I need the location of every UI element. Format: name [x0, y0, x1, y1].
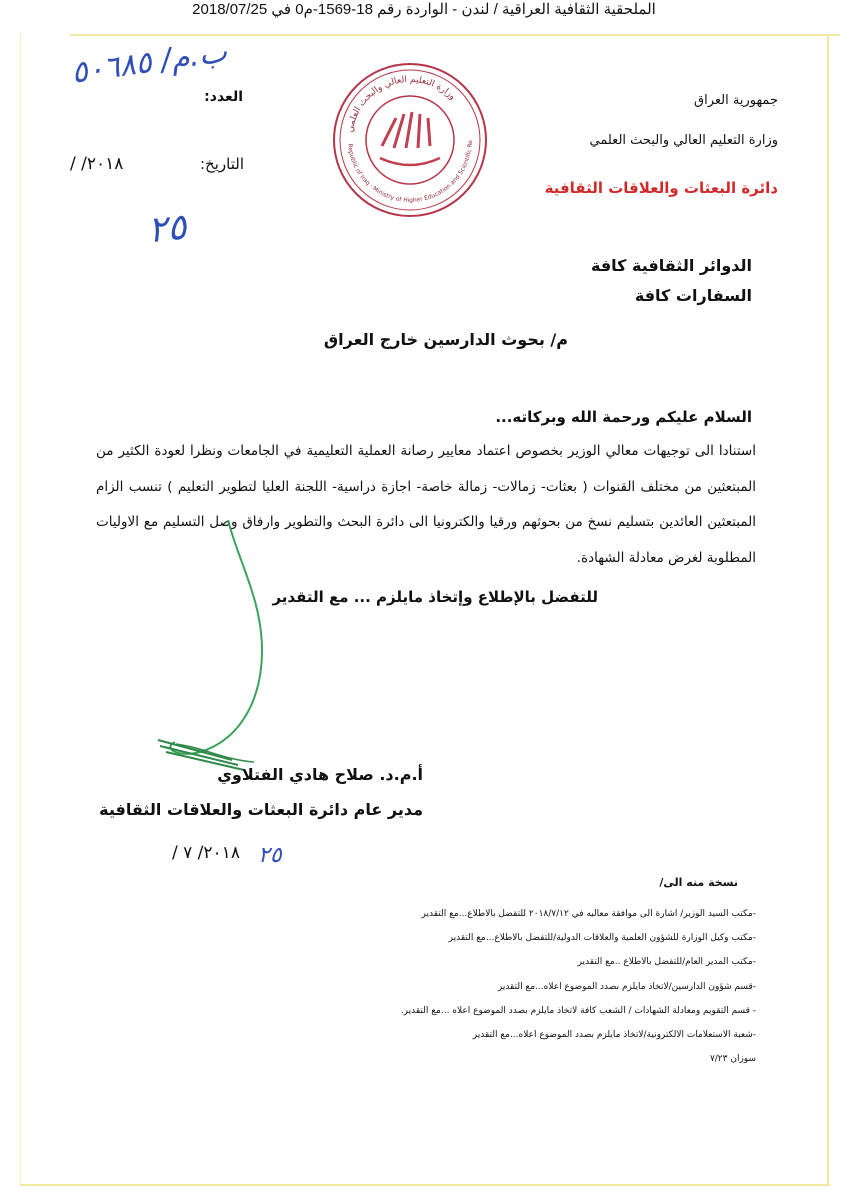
cc-item: -شعبة الاستعلامات الالكترونية/لاتخاذ مايلزم بصدد الموضوع اعلاه...مع التقدير [472, 1030, 756, 1041]
date-value: ٢٠١٨/ / [70, 154, 124, 174]
cc-item: - قسم التقويم ومعادلة الشهادات / الشعب كافة لاتخاذ مايلزم بصدد الموضوع اعلاه ...مع التقدير. [400, 1005, 756, 1016]
cc-item: -مكتب السيد الوزير/ اشارة الى موافقة معاليه في ٢٠١٨/٧/١٢ للتفضل بالاطلاع...مع التقدير [421, 909, 756, 919]
seal-arabic-text: وزارة التعليم العالي والبحث العلمي [345, 74, 458, 134]
body-paragraph: استنادا الى توجيهات معالي الوزير بخصوص اعتماد معايير رصانة العملية التعليمية في الجامعات ونظرا لعودة الكثير من المبتعثين من مختلف القنوات ( بعثات- زمالات- زمالة خاصة- اجازة دراسية- اللجنة العليا لتطوير التعليم ) تنسب الزام المبتعثين العائدين بتسليم نسخ من بحوثهم ورقيا والكترونيا الى دائرة البحث والتطوير وارفاق وصل التسليم مع الاوليات المطلوبة لغرض معادلة الشهادة. [96, 443, 756, 566]
number-label: العدد: [204, 89, 243, 105]
date-label: التاريخ: [200, 155, 244, 173]
recipient-cultural-departments: الدوائر الثقافية كافة [590, 256, 752, 275]
closing-line: للتفضل بالإطلاع وإتخاذ مايلزم ... مع التقدير [272, 588, 598, 606]
letterhead-country: جمهورية العراق [694, 93, 778, 108]
cc-item: سوزان ٧/٢٣ [709, 1054, 756, 1065]
greeting: السلام عليكم ورحمة الله وبركاته... [495, 408, 752, 426]
svg-text:٢٥: ٢٥ [258, 843, 282, 868]
cc-heading: نسخة منه الى/ [659, 876, 738, 889]
signature-date: ٢٠١٨/ ٧ / [172, 843, 240, 863]
signatory-name: أ.م.د. صلاح هادي الفتلاوي [217, 765, 423, 784]
cc-item: -مكتب وكيل الوزارة للشؤون العلمية والعلاقات الدولية/للتفضل بالاطلاع...مع التقدير [448, 933, 756, 944]
letterhead-ministry: وزارة التعليم العالي والبحث العلمي [589, 133, 778, 148]
recipient-embassies: السفارات كافة [634, 286, 752, 305]
seal-english-text: Republic of Iraq · Ministry of Higher Education and Scientific Re [346, 140, 475, 205]
letterhead-department: دائرة البعثات والعلاقات الثقافية [544, 179, 778, 197]
cc-item: -مكتب المدير العام/للتفضل بالاطلاع ..مع التقدير [577, 957, 756, 968]
svg-text:٢٥: ٢٥ [145, 206, 189, 252]
svg-text:ب.م/ ٥٠٦٨٥: ب.م/ ٥٠٦٨٥ [69, 34, 230, 91]
subject-line: م/ بحوث الدارسين خارج العراق [323, 330, 568, 349]
cc-list [276, 902, 756, 1071]
cc-item: -قسم شؤون الدارسين/لاتخاذ مايلزم بصدد الموضوع اعلاه...مع التقدير [497, 981, 756, 992]
fax-header-line: الملحقية الثقافية العراقية / لندن - الواردة رقم 18-1569-م0 في 2018/07/25 [192, 1, 656, 18]
signatory-title: مدير عام دائرة البعثات والعلاقات الثقافية [99, 800, 423, 819]
